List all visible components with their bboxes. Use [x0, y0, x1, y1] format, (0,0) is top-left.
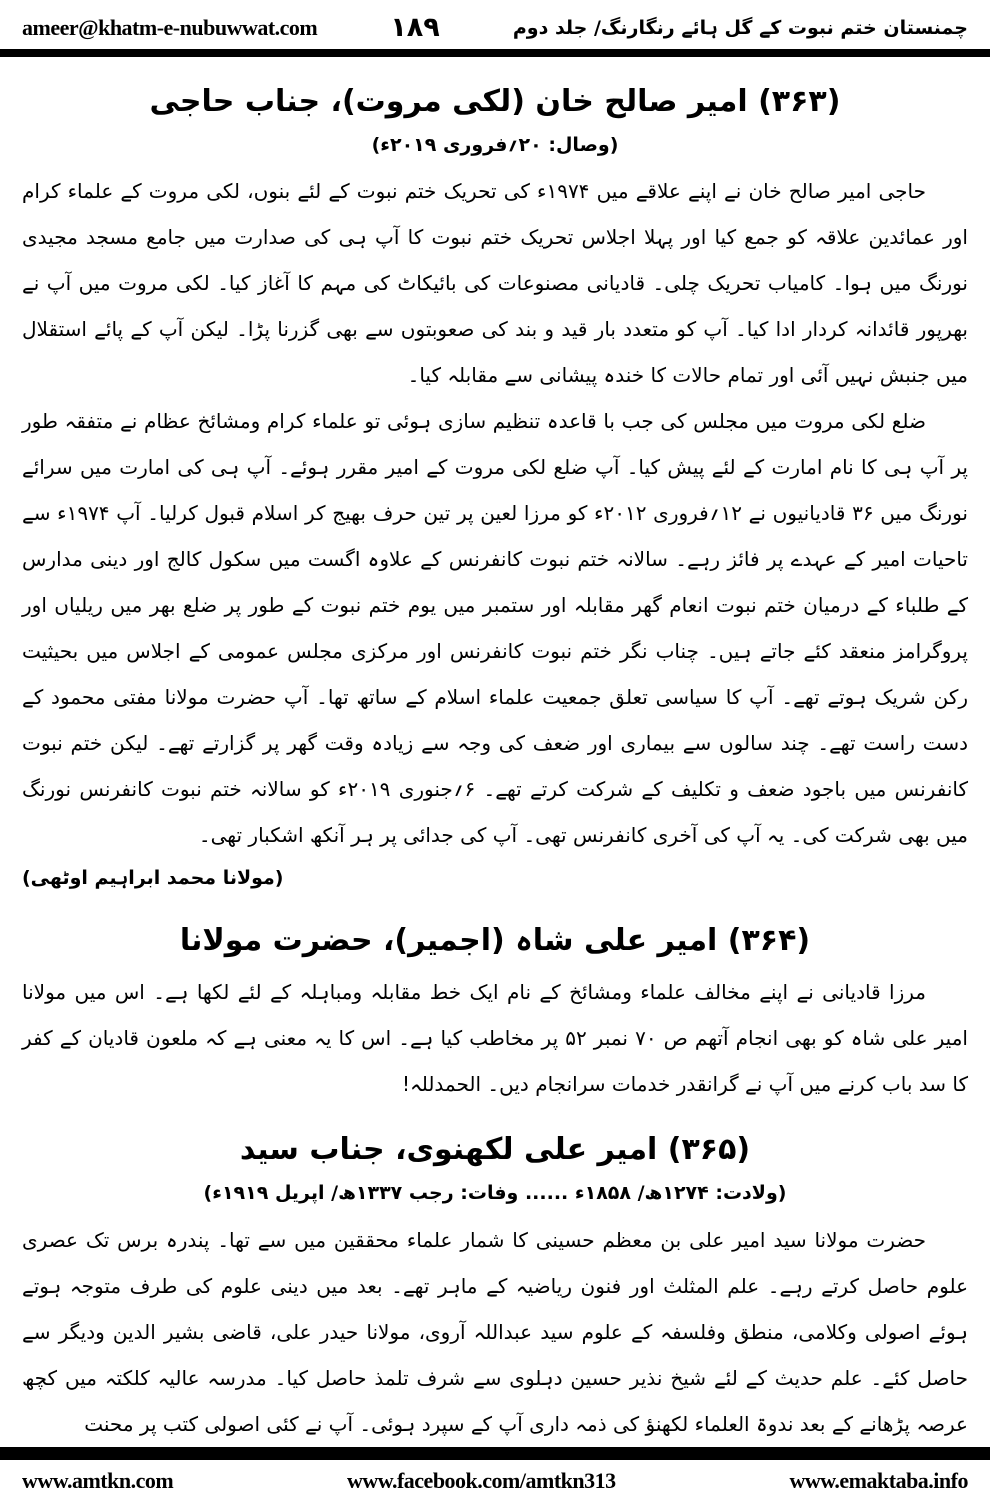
header-divider-rule	[0, 49, 990, 57]
footer-link-facebook: www.facebook.com/amtkn313	[347, 1467, 616, 1493]
footer-link-emaktaba: www.emaktaba.info	[789, 1467, 968, 1493]
footer-link-amtkn: www.amtkn.com	[22, 1467, 174, 1493]
section-365-birth-death-dates: (ولادت: ۱۲۷۴ھ/ ۱۸۵۸ء ...... وفات: رجب ۱۳۳۷ھ/ اپریل ۱۹۱۹ء)	[203, 1182, 787, 1205]
section-heading-365: (۳۶۵) امیر علی لکھنوی، جناب سید	[239, 1132, 751, 1168]
header-email: ameer@khatm-e-nubuwwat.com	[22, 15, 318, 40]
section-heading-363: (۳۶۳) امیر صالح خان (لکی مروت)، جناب حاجی	[149, 84, 841, 119]
section-363-death-date: (وصال: ۲۰؍فروری ۲۰۱۹ء)	[371, 134, 619, 156]
section-364-paragraph-1: مرزا قادیانی نے اپنے مخالف علماء ومشائخ کے نام ایک خط مقابلہ ومباہلہ کے لئے لکھا ہے۔ اس میں مولانا امیر علی شاہ کو بھی انجام آتھم ص ۷۰ نمبر ۵۲ پر مخاطب کیا ہے۔ اس کا یہ معنی ہے کہ ملعون قادیان کے کفر کا سد باب کرنے میں آپ نے گرانقدر خدمات سرانجام دیں۔ الحمدللہ!	[22, 980, 968, 1097]
section-363-paragraph-1: حاجی امیر صالح خان نے اپنے علاقے میں ۱۹۷۴ء کی تحریک ختم نبوت کے لئے بنوں، لکی مروت کے علماء کرام اور عمائدین علاقہ کو جمع کیا اور پہلا اجلاس تحریک ختم نبوت کا آپ ہی کی صدارت میں جامع مسجد مجیدی نورنگ میں ہوا۔ کامیاب تحریک چلی۔ قادیانی مصنوعات کی بائیکاٹ کی مہم کا آغاز کیا۔ لکی مروت میں آپ نے بھرپور قائدانہ کردار ادا کیا۔ آپ کو متعدد بار قید و بند کی صعوبتوں سے بھی گزرنا پڑا۔ لیکن آپ کے پائے استقلال میں جنبش نہیں آئی اور تمام حالات کا خندہ پیشانی سے مقابلہ کیا۔	[22, 179, 968, 388]
page-body	[0, 57, 990, 1447]
section-heading-364: (۳۶۴) امیر علی شاہ (اجمیر)، حضرت مولانا	[179, 923, 811, 959]
page-footer	[0, 1447, 990, 1494]
footer-links	[0, 1460, 990, 1494]
section-363-paragraph-2: ضلع لکی مروت میں مجلس کی جب با قاعدہ تنظیم سازی ہوئی تو علماء کرام ومشائخ عظام نے متفقہ طور پر آپ ہی کا نام امارت کے لئے پیش کیا۔ آپ ضلع لکی مروت کے امیر مقرر ہوئے۔ آپ ہی کی امارت میں سرائے نورنگ میں ۳۶ قادیانیوں نے ۱۲؍فروری ۲۰۱۲ء کو مرزا لعین پر تین حرف بھیج کر اسلام قبول کرلیا۔ آپ ۱۹۷۴ء سے تاحیات امیر کے عہدے پر فائز رہے۔ سالانہ ختم نبوت کانفرنس کے علاوہ اگست میں سکول کالج اور دینی مدارس کے طلباء کے درمیان ختم نبوت انعام گھر مقابلہ اور ستمبر میں یوم ختم نبوت کے طور پر ضلع بھر میں ریلیاں اور پروگرامز منعقد کئے جاتے ہیں۔ چناب نگر ختم نبوت کانفرنس اور مرکزی مجلس عمومی کے اجلاس میں بحیثیت رکن شریک ہوتے تھے۔ آپ کا سیاسی تعلق جمعیت علماء اسلام کے ساتھ تھا۔ آپ حضرت مولانا مفتی محمود کے دست راست تھے۔ چند سالوں سے بیماری اور ضعف کی وجہ سے زیادہ وقت گھر پر گزارتے تھے۔ لیکن ختم نبوت کانفرنس میں باجود ضعف و تکلیف کے شرکت کرتے تھے۔ ۶؍جنوری ۲۰۱۹ء کو سالانہ ختم نبوت کانفرنس نورنگ میں بھی شرکت کی۔ یہ آپ کی آخری کانفرنس تھی۔ آپ کی جدائی پر ہر آنکھ اشکبار تھی۔	[22, 409, 969, 848]
page-number: ۱۸۹	[390, 12, 440, 43]
section-365-paragraph-1: حضرت مولانا سید امیر علی بن معظم حسینی کا شمار علماء محققین میں سے تھا۔ پندرہ برس تک عصری علوم حاصل کرتے رہے۔ علم المثلث اور فنون ریاضیہ کے ماہر تھے۔ بعد میں دینی علوم کی طرف متوجہ ہوتے ہوئے اصولی وکلامی، منطق وفلسفہ کے علوم سید عبداللہ آروی، مولانا حیدر علی، قاضی بشیر الدین ودیگر سے حاصل کئے۔ علم حدیث کے لئے شیخ نذیر حسین دہلوی سے شرف تلمذ حاصل کیا۔ مدرسہ عالیہ کلکتہ میں کچھ عرصہ پڑھانے کے بعد ندوۃ العلماء لکھنؤ کی ذمہ داری آپ کے سپرد ہوئی۔ آپ نے کئی اصولی کتب پر محنت	[22, 1227, 969, 1436]
footer-divider-bar	[0, 1447, 990, 1460]
section-363-author-attribution: (مولانا محمد ابراہیم اوٹھی)	[22, 867, 284, 890]
page-header	[0, 0, 990, 45]
book-title: چمنستان ختم نبوت کے گل ہائے رنگارنگ/ جلد دوم	[512, 17, 968, 40]
